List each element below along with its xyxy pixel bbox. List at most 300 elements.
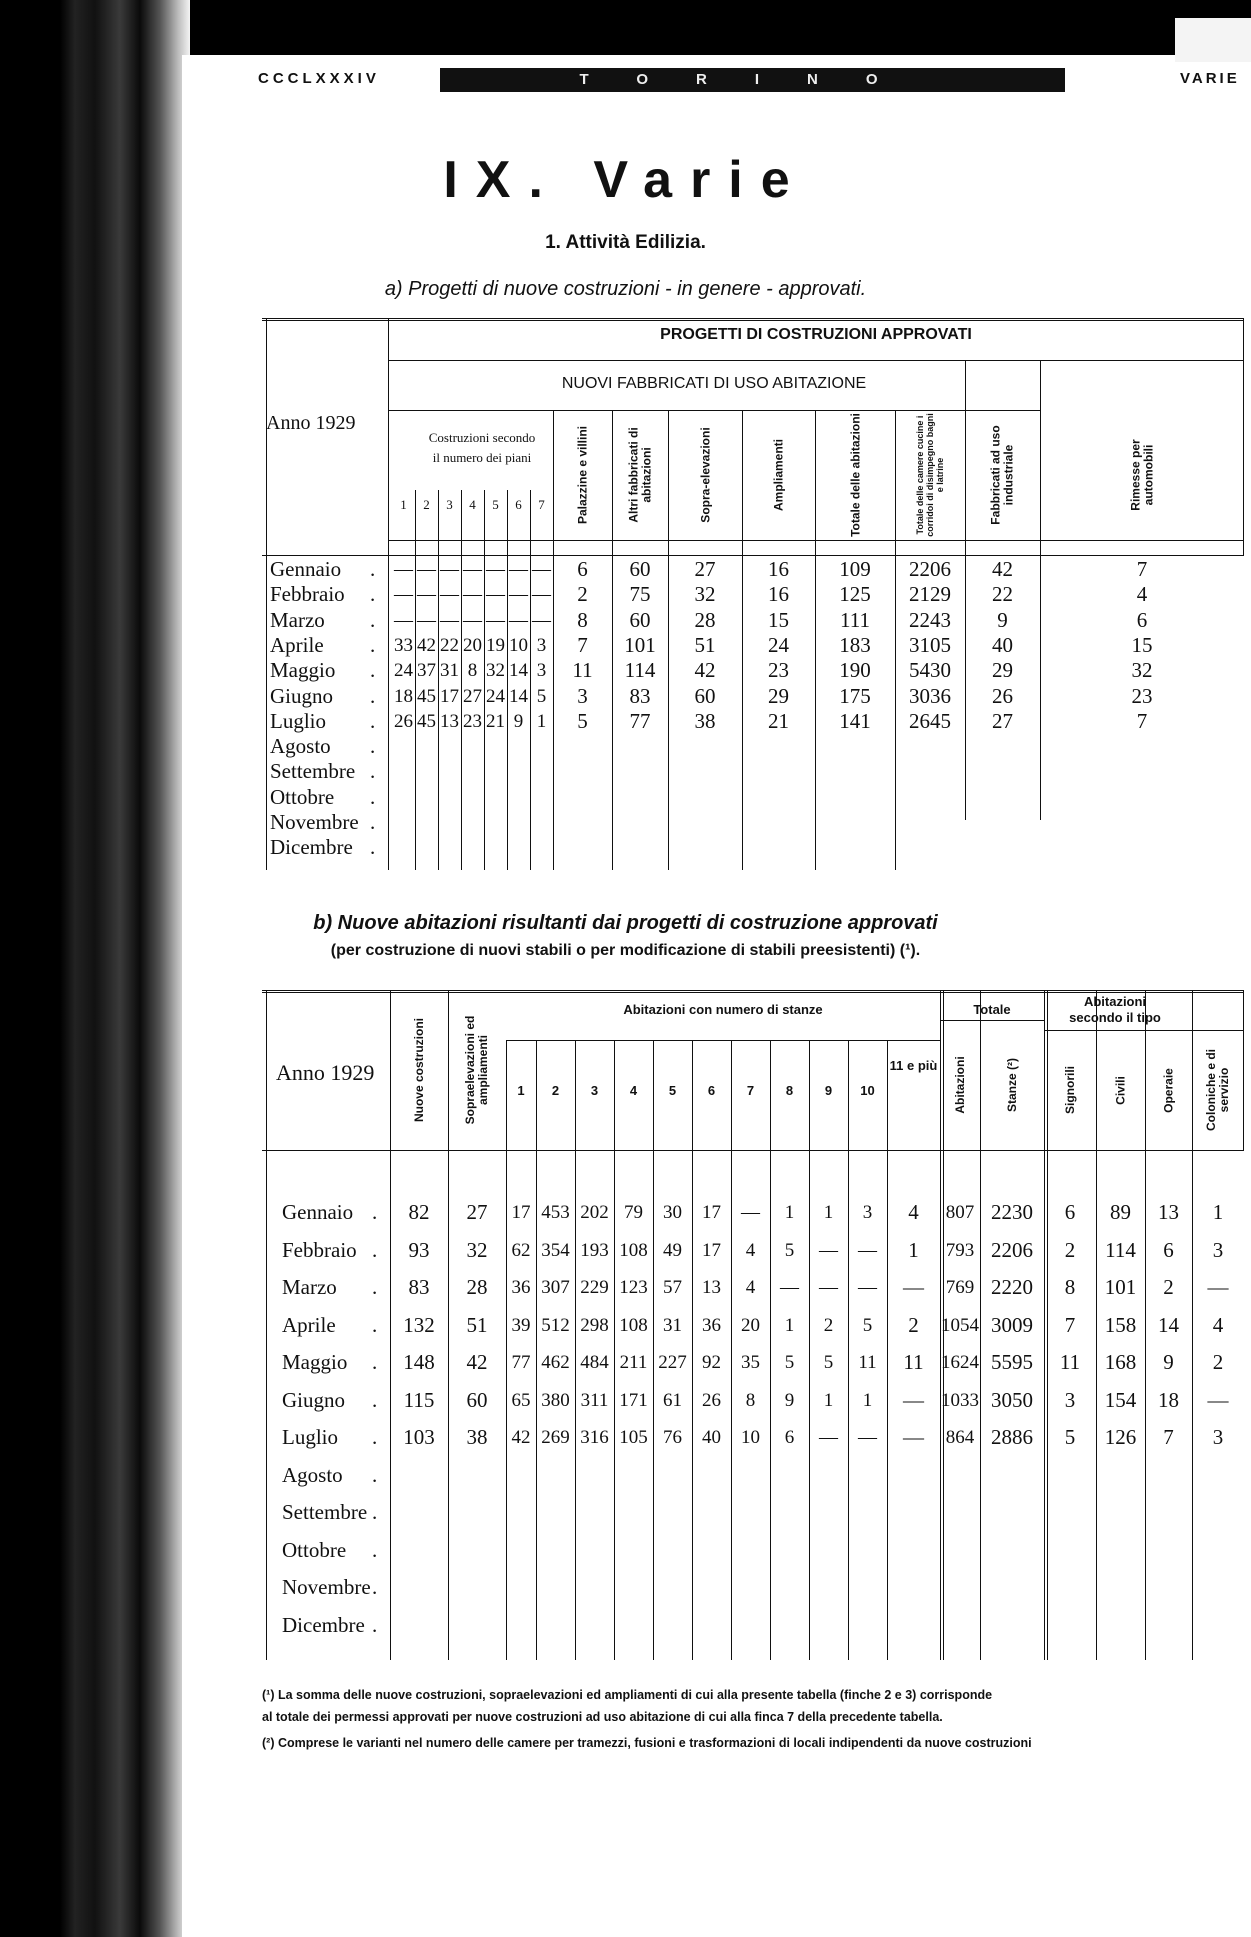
value-cell: 11	[1059, 1350, 1081, 1374]
value-cell: 125	[839, 582, 871, 607]
month-label: Gennaio	[282, 1200, 354, 1224]
value-cell: 190	[839, 658, 871, 683]
value-cell: 17	[702, 1202, 721, 1223]
floor-cell: —	[486, 559, 505, 580]
value-cell: 26	[702, 1389, 721, 1411]
value-cell: 307	[541, 1277, 570, 1298]
value-cell: 108	[619, 1314, 648, 1336]
value-cell: 16	[768, 557, 789, 581]
value-cell: 8	[1064, 1275, 1076, 1299]
floor-cell: 37	[417, 660, 436, 682]
value-cell: 9	[784, 1389, 795, 1411]
floor-cell: 22	[440, 634, 459, 656]
value-cell: 16	[768, 582, 789, 607]
value-cell: 1	[862, 1389, 873, 1411]
value-cell: 42	[466, 1350, 488, 1374]
rooms-count-head: 8	[785, 1083, 794, 1098]
value-cell: 3050	[991, 1387, 1033, 1412]
value-cell: 60	[629, 557, 651, 581]
value-cell: 15	[768, 607, 789, 632]
leader-dot: .	[370, 734, 376, 759]
leader-dot: .	[372, 1275, 378, 1299]
value-cell: 2129	[909, 582, 951, 607]
floor-cell: 42	[417, 634, 436, 656]
month-label: Aprile	[282, 1312, 336, 1337]
value-cell: 75	[629, 582, 651, 607]
value-cell: 311	[580, 1389, 609, 1411]
value-cell: 202	[580, 1202, 609, 1223]
column-header: Coloniche e di servizio	[1204, 1049, 1231, 1132]
value-cell: 36	[702, 1314, 721, 1336]
floor-cell: 19	[486, 634, 505, 656]
rooms-count-head: 7	[746, 1083, 755, 1098]
value-cell: 111	[840, 607, 870, 632]
value-cell: 9	[1163, 1350, 1174, 1374]
value-cell: 26	[992, 683, 1013, 708]
floor-cell: 10	[509, 634, 528, 656]
value-cell: 24	[768, 632, 789, 657]
value-cell: 27	[694, 557, 716, 581]
floor-cell: —	[417, 584, 436, 606]
value-cell: 103	[403, 1425, 435, 1449]
value-cell: 3105	[909, 632, 951, 657]
value-cell: 27	[466, 1200, 488, 1224]
rooms-header: Abitazioni con numero di stanze	[623, 1002, 823, 1017]
table-a-year-label: Anno 1929	[266, 412, 356, 434]
value-cell: 93	[408, 1237, 430, 1262]
value-cell: 11	[572, 658, 593, 683]
floor-cell: 33	[394, 634, 413, 656]
value-cell: 126	[1104, 1425, 1137, 1449]
floor-cell: 3	[536, 660, 547, 682]
column-header: Civili	[1113, 1075, 1127, 1105]
value-cell: 108	[619, 1239, 648, 1261]
value-cell: 23	[768, 658, 789, 683]
value-cell: 6	[1064, 1200, 1076, 1224]
floor-cell: 24	[486, 685, 505, 707]
value-cell: 32	[1131, 658, 1153, 683]
value-cell: 141	[839, 708, 871, 733]
value-cell: 4	[1212, 1312, 1224, 1337]
value-cell: 1	[1212, 1200, 1224, 1224]
month-label: Luglio	[282, 1425, 338, 1449]
column-header: Ampliamenti	[771, 439, 785, 512]
floor-cell: —	[486, 584, 505, 606]
value-cell: —	[819, 1427, 838, 1448]
leader-dot: .	[370, 607, 376, 632]
month-label: Dicembre	[282, 1612, 365, 1637]
value-cell: 1033	[941, 1389, 979, 1411]
floor-cell: —	[417, 559, 436, 580]
section-title: 1. Attività Edilizia.	[545, 232, 706, 253]
value-cell: 2206	[991, 1237, 1033, 1262]
value-cell: 123	[619, 1277, 648, 1298]
value-cell: 89	[1110, 1200, 1131, 1224]
column-header: Altri fabbricati di abitazioni	[626, 427, 653, 523]
value-cell: 229	[580, 1277, 609, 1298]
floor-cell: 14	[509, 660, 528, 682]
floor-cell: —	[463, 609, 482, 631]
tipo-header: Abitazioni secondo il tipo	[1069, 994, 1161, 1025]
value-cell: 40	[702, 1427, 721, 1448]
floor-cell: 3	[536, 634, 547, 656]
value-cell: —	[903, 1275, 924, 1299]
month-label: Ottobre	[282, 1537, 347, 1562]
value-cell: 8	[745, 1389, 756, 1411]
floor-cell: —	[486, 609, 505, 631]
floor-cell: 45	[417, 710, 436, 732]
value-cell: 1	[784, 1314, 795, 1336]
value-cell: 2645	[909, 708, 951, 733]
column-header: Signorili	[1062, 1066, 1077, 1114]
value-cell: 380	[541, 1389, 570, 1411]
value-cell: 65	[511, 1389, 531, 1411]
value-cell: 4	[1136, 582, 1148, 607]
leader-dot: .	[372, 1387, 378, 1412]
value-cell: 5	[823, 1352, 834, 1373]
value-cell: 4	[745, 1239, 756, 1261]
value-cell: 6	[577, 557, 588, 581]
value-cell: 101	[1104, 1275, 1137, 1299]
value-cell: —	[858, 1277, 877, 1298]
month-label: Dicembre	[270, 835, 353, 860]
month-label: Novembre	[282, 1575, 371, 1599]
value-cell: 3009	[991, 1312, 1033, 1337]
month-label: Maggio	[270, 658, 336, 683]
floor-cell: —	[394, 559, 413, 580]
value-cell: 20	[741, 1314, 760, 1336]
value-cell: 175	[839, 683, 871, 708]
value-cell: —	[903, 1387, 924, 1412]
value-cell: 7	[1136, 708, 1148, 733]
column-header: Palazzine e villini	[575, 425, 589, 525]
scan-border-corner	[1175, 18, 1251, 62]
floor-cell: 9	[513, 710, 524, 732]
value-cell: 148	[403, 1350, 435, 1374]
value-cell: —	[1207, 1387, 1229, 1412]
column-header: Sopra-elevazioni	[697, 427, 712, 523]
value-cell: 807	[945, 1202, 975, 1223]
leader-dot: .	[372, 1575, 378, 1599]
value-cell: 42	[694, 658, 716, 683]
rooms-count-head: 2	[551, 1083, 560, 1098]
value-cell: 40	[992, 632, 1013, 657]
value-cell: 168	[1104, 1350, 1137, 1374]
value-cell: 5	[862, 1314, 873, 1336]
value-cell: 2220	[991, 1275, 1033, 1299]
value-cell: 864	[945, 1427, 975, 1448]
leader-dot: .	[370, 708, 376, 733]
floor-cell: 1	[536, 710, 547, 732]
value-cell: 4	[908, 1200, 919, 1224]
floors-label	[392, 428, 572, 468]
leader-dot: .	[372, 1500, 378, 1524]
column-header: Nuove costruzioni	[411, 1018, 426, 1123]
value-cell: 3	[1064, 1387, 1076, 1412]
value-cell: 193	[580, 1239, 609, 1261]
column-header: Rimesse per automobili	[1128, 439, 1155, 511]
value-cell: 28	[694, 607, 716, 632]
floor-cell: 18	[394, 685, 413, 707]
value-cell: 211	[619, 1352, 648, 1373]
floor-cell: —	[440, 584, 459, 606]
floor-cell: —	[532, 584, 551, 606]
leader-dot: .	[370, 784, 376, 809]
value-cell: 31	[663, 1314, 682, 1336]
value-cell: 62	[511, 1239, 531, 1261]
leader-dot: .	[372, 1612, 378, 1637]
column-header: Totale delle abitazioni	[847, 413, 862, 537]
value-cell: 39	[511, 1314, 531, 1336]
value-cell: 36	[511, 1277, 531, 1298]
value-cell: 9	[997, 607, 1008, 632]
table-a-caption: a) Progetti di nuove costruzioni - in genere - approvati.	[384, 278, 867, 300]
column-header: Sopraelevazioni ed ampliamenti	[463, 1015, 490, 1125]
leader-dot: .	[370, 810, 376, 834]
chapter-title: IX. Varie	[443, 151, 808, 209]
value-cell: 3	[1212, 1425, 1224, 1449]
month-label: Maggio	[282, 1350, 348, 1374]
value-cell: 83	[408, 1275, 430, 1299]
value-cell: 21	[768, 708, 789, 733]
floor-head: 7	[538, 497, 545, 512]
month-label: Agosto	[282, 1462, 343, 1487]
leader-dot: .	[370, 557, 376, 581]
column-header: Abitazioni	[952, 1056, 967, 1114]
month-label: Novembre	[270, 810, 359, 834]
month-label: Ottobre	[270, 784, 335, 809]
rooms-count-head: 9	[824, 1083, 833, 1098]
floor-cell: —	[417, 609, 436, 631]
floor-cell: 24	[394, 660, 413, 682]
floor-cell: 31	[440, 660, 459, 682]
value-cell: 38	[694, 708, 716, 733]
floor-cell: 17	[440, 685, 459, 707]
leader-dot: .	[372, 1237, 378, 1262]
rooms-count-head: 10	[860, 1083, 875, 1098]
rooms-count-head: 3	[590, 1083, 599, 1098]
floor-head: 1	[400, 497, 407, 512]
value-cell: 3036	[909, 683, 951, 708]
floor-cell: —	[394, 609, 413, 631]
value-cell: 2243	[909, 607, 951, 632]
month-label: Febbraio	[270, 582, 345, 607]
floor-cell: 5	[536, 685, 547, 707]
section-header: VARIE	[1180, 70, 1240, 87]
column-header: Operaie	[1161, 1067, 1175, 1113]
value-cell: 5	[784, 1239, 795, 1261]
leader-dot: .	[372, 1425, 378, 1449]
column-header: Stanze (²)	[1004, 1058, 1019, 1112]
table-b-year-label: Anno 1929	[276, 1060, 375, 1085]
leader-dot: .	[372, 1462, 378, 1487]
month-label: Settembre	[270, 759, 356, 784]
value-cell: 61	[663, 1389, 682, 1411]
floor-cell: 45	[417, 685, 436, 707]
header-rule	[940, 1020, 1044, 1021]
value-cell: 27	[992, 708, 1013, 733]
value-cell: 462	[541, 1352, 570, 1373]
floor-cell: —	[509, 584, 528, 606]
value-cell: 2	[1064, 1237, 1076, 1262]
value-cell: 92	[702, 1352, 721, 1373]
value-cell: 5	[1064, 1425, 1076, 1449]
value-cell: 29	[992, 658, 1013, 683]
leader-dot: .	[370, 658, 376, 683]
month-label: Agosto	[270, 734, 331, 759]
footnote-1a: (¹) La somma delle nuove costruzioni, sopraelevazioni ed ampliamenti di cui alla presente tabella (finche 2 e 3) corrisponde	[262, 1688, 993, 1702]
floor-head: 2	[423, 497, 430, 512]
value-cell: 512	[541, 1314, 570, 1336]
rooms-count-head: 4	[629, 1083, 638, 1098]
value-cell: 6	[1136, 607, 1148, 632]
value-cell: 3	[1212, 1237, 1224, 1262]
value-cell: 38	[466, 1425, 488, 1449]
value-cell: 18	[1158, 1387, 1179, 1412]
value-cell: 49	[663, 1239, 682, 1261]
value-cell: 105	[619, 1427, 648, 1448]
leader-dot: .	[372, 1537, 378, 1562]
value-cell: 7	[1136, 557, 1148, 581]
value-cell: 114	[1105, 1237, 1136, 1262]
value-cell: 76	[663, 1427, 682, 1448]
value-cell: 132	[403, 1312, 435, 1337]
footnote-1b: al totale dei permessi approvati per nuove costruzioni ad uso abitazione di cui alla finca 7 della precedente tabella.	[262, 1710, 943, 1724]
floors-label-line2: il numero dei piani	[432, 450, 532, 465]
value-cell: 5	[577, 708, 588, 733]
floor-cell: 13	[440, 710, 459, 732]
floor-cell: —	[532, 609, 551, 631]
floor-cell: 26	[394, 710, 413, 732]
value-cell: 22	[992, 582, 1013, 607]
value-cell: —	[1207, 1275, 1229, 1299]
value-cell: 42	[511, 1427, 531, 1448]
value-cell: 17	[511, 1202, 531, 1223]
rooms-count-head: 1	[517, 1083, 525, 1098]
value-cell: 30	[663, 1202, 682, 1223]
value-cell: 57	[663, 1277, 682, 1298]
table-b-caption-2: (per costruzione di nuovi stabili o per modificazione di stabili preesistenti) (¹).	[330, 942, 921, 959]
floors-label-line1: Costruzioni secondo	[428, 430, 536, 445]
value-cell: 2206	[909, 557, 951, 581]
value-cell: 5595	[991, 1350, 1033, 1374]
floor-cell: —	[463, 584, 482, 606]
value-cell: 2	[1212, 1350, 1224, 1374]
value-cell: 2	[577, 582, 588, 607]
value-cell: 32	[466, 1237, 488, 1262]
value-cell: 101	[624, 632, 656, 657]
value-cell: 1	[823, 1202, 834, 1223]
value-cell: 2	[908, 1312, 919, 1337]
value-cell: 1	[784, 1202, 795, 1223]
value-cell: 42	[992, 557, 1013, 581]
value-cell: 1624	[941, 1352, 979, 1373]
column-header: Fabbricati ad uso industriale	[988, 425, 1016, 525]
month-label: Febbraio	[282, 1237, 357, 1262]
totale-header: Totale	[973, 1002, 1011, 1017]
month-label: Marzo	[270, 607, 325, 632]
value-cell: 269	[541, 1427, 570, 1448]
value-cell: 8	[577, 607, 588, 632]
value-cell: 109	[839, 557, 871, 581]
value-cell: 7	[577, 632, 588, 657]
value-cell: —	[780, 1277, 799, 1298]
value-cell: 316	[580, 1427, 609, 1448]
leader-dot: .	[372, 1350, 378, 1374]
value-cell: 5	[784, 1352, 795, 1373]
table-a-sub-header: NUOVI FABBRICATI DI USO ABITAZIONE	[561, 375, 867, 392]
value-cell: 77	[629, 708, 651, 733]
header-rule	[1044, 1030, 1244, 1031]
footnote-2: (²) Comprese le varianti nel numero delle camere per tramezzi, fusioni e trasformazioni di locali indipendenti da nuove costruzioni	[262, 1736, 1032, 1750]
value-cell: 32	[694, 582, 716, 607]
value-cell: 1054	[941, 1314, 979, 1336]
table-a-top-header: PROGETTI DI COSTRUZIONI APPROVATI	[660, 326, 972, 343]
value-cell: 2230	[991, 1200, 1033, 1224]
value-cell: —	[819, 1277, 838, 1298]
value-cell: 51	[694, 632, 716, 657]
value-cell: 6	[1163, 1237, 1174, 1262]
value-cell: 183	[839, 632, 871, 657]
value-cell: 484	[580, 1352, 609, 1373]
month-label: Giugno	[270, 683, 333, 708]
value-cell: 7	[1064, 1312, 1076, 1337]
header-band: TORINO	[440, 68, 1065, 92]
leader-dot: .	[370, 835, 376, 860]
floor-cell: —	[394, 584, 413, 606]
floor-cell: 23	[463, 710, 482, 732]
month-label: Aprile	[270, 632, 324, 657]
value-cell: 60	[629, 607, 651, 632]
rooms-count-head: 6	[707, 1083, 716, 1098]
floor-cell: 27	[463, 685, 482, 707]
leader-dot: .	[370, 632, 376, 657]
floor-cell: —	[440, 609, 459, 631]
month-label: Gennaio	[270, 557, 342, 581]
value-cell: 4	[745, 1277, 756, 1298]
value-cell: 14	[1158, 1312, 1179, 1337]
value-cell: 227	[658, 1352, 687, 1373]
page-number-header: CCCLXXXIV	[258, 70, 380, 87]
value-cell: —	[741, 1202, 760, 1223]
value-cell: 7	[1163, 1425, 1174, 1449]
floor-cell: 14	[509, 685, 528, 707]
value-cell: 114	[624, 658, 656, 683]
value-cell: 793	[945, 1239, 975, 1261]
value-cell: 354	[541, 1239, 570, 1261]
value-cell: 1	[908, 1237, 919, 1262]
floor-cell: 21	[486, 710, 505, 732]
column-header: Totale delle camere cucine i corridoi di disimpegno bagni e latrine	[915, 413, 945, 537]
floor-head: 3	[446, 497, 453, 512]
floor-head: 5	[492, 497, 499, 512]
value-cell: 2	[823, 1314, 834, 1336]
value-cell: 2886	[991, 1425, 1033, 1449]
floor-cell: 20	[463, 634, 482, 656]
value-cell: 158	[1104, 1312, 1137, 1337]
value-cell: 15	[1131, 632, 1153, 657]
value-cell: 28	[466, 1275, 488, 1299]
value-cell: 2	[1163, 1275, 1174, 1299]
value-cell: —	[819, 1239, 838, 1261]
value-cell: 5430	[909, 658, 951, 683]
value-cell: 13	[1158, 1200, 1179, 1224]
value-cell: 82	[408, 1200, 430, 1224]
floor-cell: —	[509, 609, 528, 631]
value-cell: 77	[511, 1352, 531, 1373]
floor-cell: —	[440, 559, 459, 580]
month-label: Luglio	[270, 708, 326, 733]
